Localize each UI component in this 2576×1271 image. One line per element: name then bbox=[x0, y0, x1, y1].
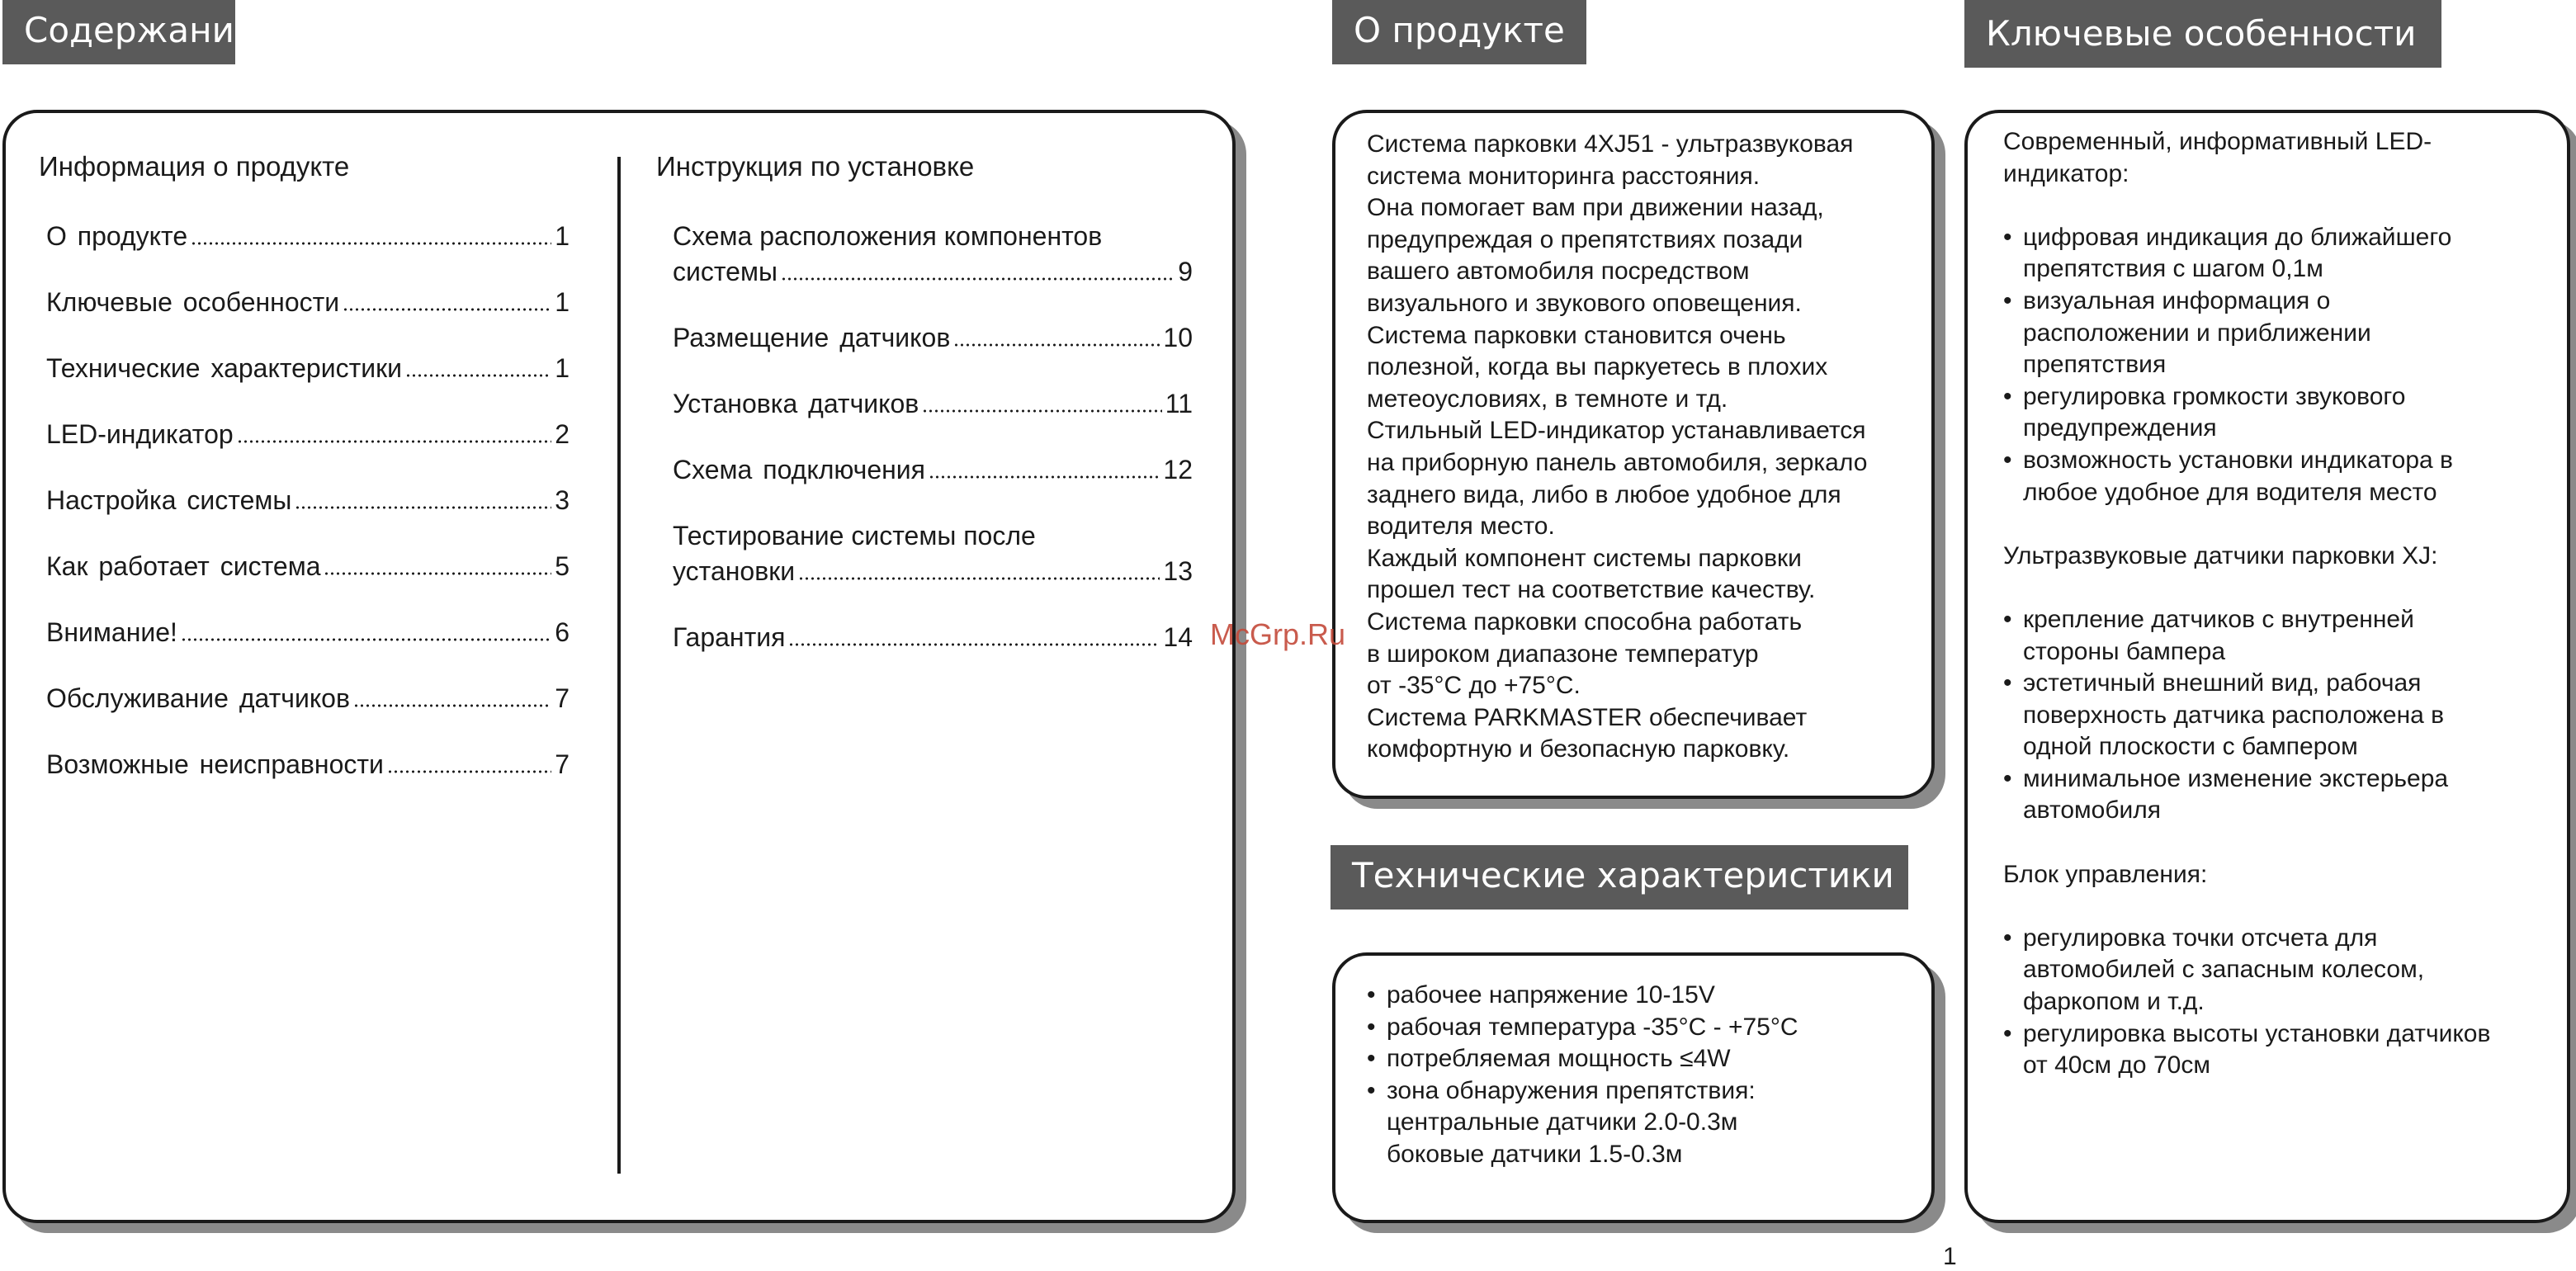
toc-entry bbox=[46, 417, 570, 452]
toc-entry-page: 14 bbox=[1163, 622, 1193, 652]
about-text bbox=[1367, 129, 1928, 766]
toc-leader-dots bbox=[929, 475, 1160, 479]
toc-leader-dots bbox=[353, 704, 551, 707]
toc-entry-page: 10 bbox=[1163, 323, 1193, 352]
toc-entry-text-line1: Тестирование системы после bbox=[673, 521, 1036, 550]
toc-entry bbox=[46, 285, 570, 320]
feature-bullet-line: • визуальная информация о bbox=[2023, 286, 2331, 314]
toc-entry bbox=[46, 681, 570, 716]
toc-entry-page: 13 bbox=[1163, 556, 1193, 586]
toc-right-list bbox=[656, 219, 1193, 655]
specs-sub-lines bbox=[1367, 1107, 1928, 1170]
about-line: система мониторинга расстояния. bbox=[1367, 162, 1761, 190]
toc-entry bbox=[673, 386, 1193, 422]
toc-entry-row bbox=[673, 554, 1193, 589]
toc-entry-row bbox=[673, 386, 1193, 422]
about-header: О продукте bbox=[1332, 0, 1586, 64]
feature-bullet-line: • минимальное изменение экстерьера bbox=[2023, 764, 2449, 792]
toc-entry-text-line1: Схема расположения компонентов bbox=[673, 221, 1103, 251]
toc-entry-text: установки bbox=[673, 556, 796, 586]
toc-right-column bbox=[656, 151, 1193, 686]
feature-group bbox=[2003, 541, 2560, 827]
about-line: Каждый компонент системы парковки bbox=[1367, 544, 1802, 572]
about-line: полезной, когда вы паркуетесь в плохих bbox=[1367, 353, 1828, 381]
feature-bullet bbox=[2003, 923, 2560, 1018]
feature-bullet bbox=[2003, 763, 2560, 827]
toc-left-column bbox=[39, 151, 570, 813]
feature-bullet-list bbox=[2003, 222, 2560, 508]
about-line: Система PARKMASTER обеспечивает bbox=[1367, 703, 1808, 731]
toc-entry-row bbox=[673, 620, 1193, 655]
toc-entry-text: Возможные неисправности bbox=[46, 749, 384, 779]
feature-bullet-line: одной плоскости с бампером bbox=[2023, 733, 2358, 761]
toc-entry-page: 1 bbox=[555, 353, 570, 383]
about-line: прошел тест на соответствие качеству. bbox=[1367, 576, 1816, 604]
about-line: Система парковки становится очень bbox=[1367, 321, 1786, 349]
toc-leader-dots bbox=[343, 308, 551, 311]
toc-entry bbox=[673, 452, 1193, 488]
toc-right-title: Инструкция по установке bbox=[656, 151, 975, 182]
toc-entry bbox=[46, 615, 570, 650]
feature-bullet bbox=[2003, 1018, 2560, 1082]
toc-entry bbox=[46, 219, 570, 254]
feature-bullet-line: автомобиля bbox=[2023, 796, 2162, 824]
toc-entry-text: Как работает система bbox=[46, 551, 321, 581]
toc-entry-text: LED-индикатор bbox=[46, 419, 234, 449]
toc-entry bbox=[673, 320, 1193, 356]
toc-leader-dots bbox=[387, 770, 551, 773]
toc-entry-text: Внимание! bbox=[46, 617, 177, 647]
toc-entry bbox=[673, 219, 1193, 290]
about-line: вашего автомобиля посредством bbox=[1367, 258, 1750, 286]
toc-leader-dots bbox=[295, 506, 551, 509]
about-line: комфортную и безопасную парковку. bbox=[1367, 735, 1790, 763]
toc-entry-page: 11 bbox=[1165, 389, 1193, 418]
feature-bullet-line: препятствия bbox=[2023, 351, 2167, 379]
toc-entry-page: 5 bbox=[555, 551, 570, 581]
toc-entry-text: системы bbox=[673, 257, 778, 286]
feature-bullet-list bbox=[2003, 923, 2560, 1082]
feature-group-heading: Ультразвуковые датчики парковки XJ: bbox=[2003, 541, 2438, 569]
toc-entry-text: Размещение датчиков bbox=[673, 323, 951, 352]
page-number: 1 bbox=[1943, 1243, 1957, 1270]
spec-item: • потребляемая мощность ≤4W bbox=[1367, 1043, 1928, 1075]
toc-left-title: Информация о продукте bbox=[39, 151, 350, 182]
feature-bullet-line: • возможность установки индикатора в bbox=[2023, 446, 2453, 474]
toc-entry bbox=[673, 518, 1193, 589]
toc-entry-page: 6 bbox=[555, 617, 570, 647]
feature-bullet-line: поверхность датчика расположена в bbox=[2023, 701, 2445, 729]
about-line: от -35°C до +75°C. bbox=[1367, 672, 1581, 700]
feature-group-heading: Блок управления: bbox=[2003, 860, 2208, 888]
toc-entry-text: Схема подключения bbox=[673, 455, 925, 484]
toc-entry bbox=[46, 747, 570, 782]
feature-bullet bbox=[2003, 222, 2560, 286]
specs-header: Технические характеристики bbox=[1331, 845, 1908, 910]
toc-entry-row bbox=[673, 254, 1193, 290]
toc-column-divider bbox=[617, 157, 621, 1174]
feature-bullet-line: • цифровая индикация до ближайшего bbox=[2023, 223, 2452, 251]
spec-item: • зона обнаружения препятствия: bbox=[1367, 1075, 1928, 1108]
about-line: заднего вида, либо в любое удобное для bbox=[1367, 480, 1841, 508]
feature-bullet bbox=[2003, 381, 2560, 445]
specs-list bbox=[1367, 980, 1928, 1107]
toc-entry-row bbox=[673, 320, 1193, 356]
toc-left-list bbox=[39, 219, 570, 782]
toc-entry-page: 1 bbox=[555, 221, 570, 251]
feature-group bbox=[2003, 859, 2560, 1082]
toc-entry-page: 9 bbox=[1178, 257, 1193, 286]
toc-entry-page: 1 bbox=[555, 287, 570, 317]
toc-entry-text: Настройка системы bbox=[46, 485, 292, 515]
about-line: метеоусловиях, в темноте и тд. bbox=[1367, 385, 1728, 413]
feature-group-heading: индикатор: bbox=[2003, 159, 2129, 187]
feature-group-heading: Современный, информативный LED- bbox=[2003, 128, 2432, 155]
toc-entry bbox=[46, 351, 570, 386]
toc-leader-dots bbox=[798, 577, 1160, 580]
toc-entry-page: 2 bbox=[555, 419, 570, 449]
feature-bullet-line: любое удобное для водителя место bbox=[2023, 478, 2437, 506]
spec-sub-line: боковые датчики 1.5-0.3м bbox=[1387, 1140, 1683, 1168]
toc-leader-dots bbox=[237, 440, 552, 443]
toc-entry-text: Ключевые особенности bbox=[46, 287, 340, 317]
toc-entry-row bbox=[673, 452, 1193, 488]
about-line: водителя место. bbox=[1367, 513, 1555, 541]
toc-leader-dots bbox=[181, 638, 551, 641]
feature-bullet-line: предупреждения bbox=[2023, 414, 2217, 442]
toc-entry bbox=[46, 483, 570, 518]
about-line: визуального и звукового оповещения. bbox=[1367, 289, 1802, 317]
feature-bullet-line: • эстетичный внешний вид, рабочая bbox=[2023, 669, 2422, 697]
toc-entry-text: Гарантия bbox=[673, 622, 786, 652]
feature-bullet-line: расположении и приближении bbox=[2023, 319, 2371, 347]
toc-entry bbox=[46, 549, 570, 584]
spec-sub-line: центральные датчики 2.0-0.3м bbox=[1387, 1108, 1738, 1136]
toc-entry-page: 12 bbox=[1163, 455, 1193, 484]
toc-entry-page: 7 bbox=[555, 749, 570, 779]
feature-bullet-line: • регулировка высоты установки датчиков bbox=[2023, 1019, 2491, 1047]
feature-bullet bbox=[2003, 604, 2560, 668]
about-line: в широком диапазоне температур bbox=[1367, 640, 1759, 668]
spec-item: • рабочая температура -35°С - +75°С bbox=[1367, 1012, 1928, 1044]
toc-leader-dots bbox=[781, 277, 1175, 281]
about-line: Система парковки способна работать bbox=[1367, 607, 1803, 636]
toc-entry-page: 3 bbox=[555, 485, 570, 515]
toc-leader-dots bbox=[953, 343, 1160, 347]
feature-bullet-line: препятствия с шагом 0,1м bbox=[2023, 255, 2323, 283]
toc-entry-text: Обслуживание датчиков bbox=[46, 683, 350, 713]
toc-leader-dots bbox=[191, 242, 551, 245]
toc-entry bbox=[673, 620, 1193, 655]
feature-bullet-line: автомобилей с запасным колесом, bbox=[2023, 956, 2425, 984]
contents-header: Содержание bbox=[2, 0, 235, 64]
toc-leader-dots bbox=[405, 374, 551, 377]
feature-bullet bbox=[2003, 668, 2560, 763]
about-line: Система парковки 4XJ51 - ультразвуковая bbox=[1367, 130, 1854, 158]
about-line: предупреждая о препятствиях позади bbox=[1367, 225, 1803, 253]
feature-bullet-line: от 40см до 70см bbox=[2023, 1051, 2210, 1080]
feature-bullet-line: • регулировка громкости звукового bbox=[2023, 382, 2406, 410]
about-line: на приборную панель автомобиля, зеркало bbox=[1367, 448, 1868, 476]
toc-leader-dots bbox=[922, 409, 1162, 413]
toc-entry-page: 7 bbox=[555, 683, 570, 713]
toc-leader-dots bbox=[324, 572, 551, 575]
toc-entry-text: Технические характеристики bbox=[46, 353, 402, 383]
feature-bullet bbox=[2003, 286, 2560, 381]
specs-list-wrap bbox=[1367, 980, 1928, 1171]
toc-entry-text: Установка датчиков bbox=[673, 389, 919, 418]
about-line: Стильный LED-индикатор устанавливается bbox=[1367, 417, 1866, 445]
feature-bullet bbox=[2003, 445, 2560, 508]
feature-bullet-line: фаркопом и т.д. bbox=[2023, 988, 2205, 1016]
feature-bullet-line: • крепление датчиков с внутренней bbox=[2023, 605, 2414, 633]
about-line: Она помогает вам при движении назад, bbox=[1367, 194, 1824, 222]
feature-bullet-line: стороны бампера bbox=[2023, 637, 2226, 665]
features-text bbox=[2003, 126, 2560, 1082]
feature-group bbox=[2003, 126, 2560, 508]
feature-bullet-list bbox=[2003, 604, 2560, 827]
toc-entry-text: О продукте bbox=[46, 221, 188, 251]
features-header: Ключевые особенности bbox=[1964, 0, 2441, 68]
spec-item: • рабочее напряжение 10-15V bbox=[1367, 980, 1928, 1012]
toc-leader-dots bbox=[788, 643, 1160, 646]
watermark: McGrp.Ru bbox=[1210, 617, 1346, 651]
feature-bullet-line: • регулировка точки отсчета для bbox=[2023, 924, 2378, 952]
